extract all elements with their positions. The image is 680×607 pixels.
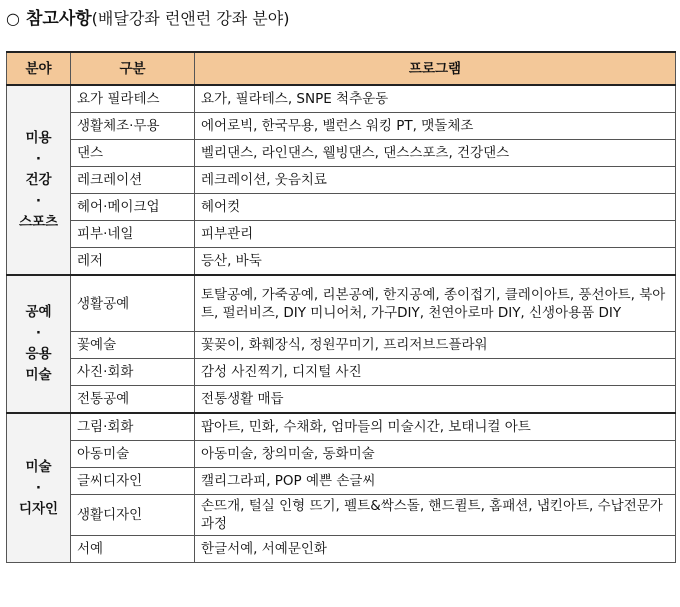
program-cell: 전통생활 매듭 — [195, 386, 676, 414]
field-label-line: 스포츠 — [18, 213, 59, 230]
table-row — [7, 386, 676, 414]
table-row — [7, 275, 676, 332]
header-program: 프로그램 — [195, 52, 676, 85]
field-cell — [7, 275, 71, 413]
field-label-line: 미술 — [25, 458, 52, 475]
section-heading — [6, 4, 289, 34]
program-cell: 캘리그라피, POP 예쁜 손글씨 — [195, 468, 676, 495]
table-row — [7, 85, 676, 113]
header-category: 구분 — [71, 52, 195, 85]
program-cell: 감성 사진찍기, 디지털 사진 — [195, 359, 676, 386]
program-cell: 레크레이션, 웃음치료 — [195, 167, 676, 194]
table-row — [7, 536, 676, 563]
course-field-table — [6, 51, 676, 563]
category-cell: 꽃예술 — [71, 332, 195, 359]
program-cell: 토탈공예, 가죽공예, 리본공예, 한지공예, 종이접기, 클레이아트, 풍선아트, 북아트, 펄러비즈, DIY 미니어처, 가구DIY, 천연아로마 DIY, 신생아용품 DIY — [195, 275, 676, 332]
table-row — [7, 468, 676, 495]
field-group — [7, 275, 676, 413]
table-row — [7, 413, 676, 441]
category-cell: 생활공예 — [71, 275, 195, 332]
header-row — [7, 52, 676, 85]
field-label-line: 미용 — [25, 129, 52, 146]
field-label-line: 미술 — [25, 367, 52, 383]
category-cell: 헤어·메이크업 — [71, 194, 195, 221]
category-cell: 아동미술 — [71, 441, 195, 468]
program-cell: 등산, 바둑 — [195, 248, 676, 276]
category-cell: 피부·네일 — [71, 221, 195, 248]
field-group — [7, 85, 676, 275]
category-cell: 레크레이션 — [71, 167, 195, 194]
field-label-line: · — [35, 192, 42, 209]
category-cell: 생활디자인 — [71, 495, 195, 536]
field-label-line: · — [35, 150, 42, 167]
category-cell: 댄스 — [71, 140, 195, 167]
program-cell: 벨리댄스, 라인댄스, 웰빙댄스, 댄스스포츠, 건강댄스 — [195, 140, 676, 167]
program-cell: 에어로빅, 한국무용, 밸런스 워킹 PT, 맷돌체조 — [195, 113, 676, 140]
category-cell: 그림·회화 — [71, 413, 195, 441]
table-header — [7, 52, 676, 85]
program-cell: 헤어컷 — [195, 194, 676, 221]
category-cell: 사진·회화 — [71, 359, 195, 386]
table-row — [7, 495, 676, 536]
category-cell: 전통공예 — [71, 386, 195, 414]
field-label-line: · — [35, 325, 42, 341]
program-cell: 한글서예, 서예문인화 — [195, 536, 676, 563]
category-cell: 레저 — [71, 248, 195, 276]
table-row — [7, 332, 676, 359]
table-row — [7, 441, 676, 468]
field-label-line: 건강 — [25, 171, 52, 188]
program-cell: 꽃꽂이, 화훼장식, 정원꾸미기, 프리저브드플라워 — [195, 332, 676, 359]
category-cell: 생활체조·무용 — [71, 113, 195, 140]
field-group — [7, 413, 676, 563]
table-row — [7, 248, 676, 276]
program-cell: 팝아트, 민화, 수채화, 엄마들의 미술시간, 보태니컬 아트 — [195, 413, 676, 441]
table-row — [7, 194, 676, 221]
field-label-line: 응용 — [25, 346, 52, 362]
field-label-line: 공예 — [25, 304, 52, 320]
table-row — [7, 113, 676, 140]
program-cell: 아동미술, 창의미술, 동화미술 — [195, 441, 676, 468]
program-cell: 요가, 필라테스, SNPE 척추운동 — [195, 85, 676, 113]
table-row — [7, 140, 676, 167]
table-row — [7, 167, 676, 194]
category-cell: 서예 — [71, 536, 195, 563]
heading-title: 참고사항 — [25, 9, 92, 29]
field-cell — [7, 413, 71, 563]
table-row — [7, 221, 676, 248]
field-label-line: · — [35, 479, 42, 496]
field-cell — [7, 85, 71, 275]
field-label-line: 디자인 — [18, 500, 59, 517]
table-row — [7, 359, 676, 386]
category-cell: 요가 필라테스 — [71, 85, 195, 113]
header-field: 분야 — [7, 52, 71, 85]
heading-subtitle: (배달강좌 런앤런 강좌 분야) — [91, 9, 290, 28]
category-cell: 글씨디자인 — [71, 468, 195, 495]
program-cell: 피부관리 — [195, 221, 676, 248]
program-cell: 손뜨개, 털실 인형 뜨기, 펠트&싹스돌, 핸드퀼트, 홈패션, 냅킨아트, 수납전문가 과정 — [195, 495, 676, 536]
circle-bullet-icon: ○ — [6, 9, 20, 28]
